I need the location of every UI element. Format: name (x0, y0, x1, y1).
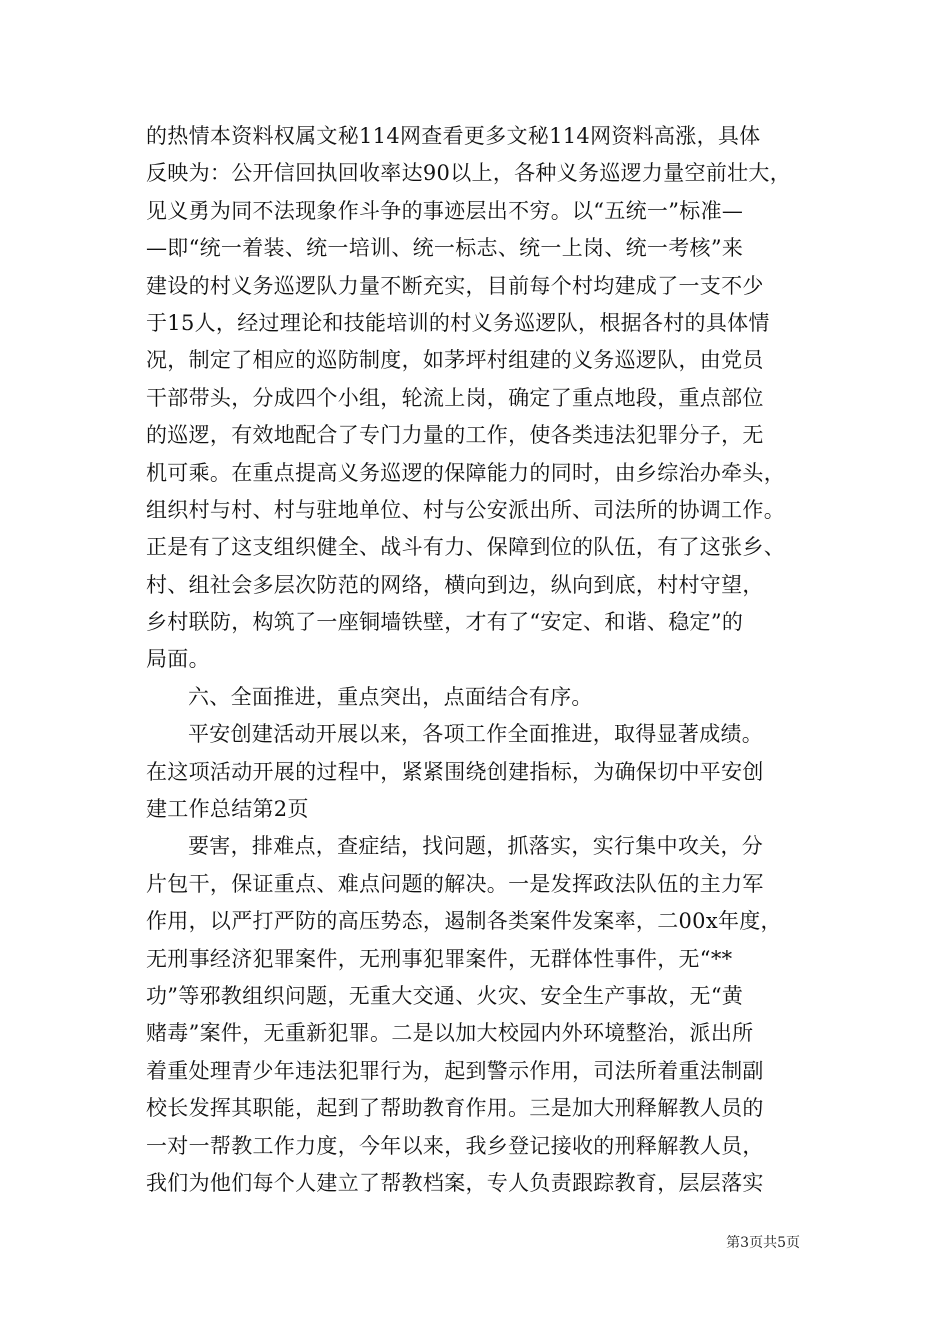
text-line: 乡村联防，构筑了一座铜墙铁壁，才有了“安定、和谐、稳定”的 (146, 610, 744, 635)
text-line: 建工作总结第2页 (146, 797, 309, 822)
text-line: 机可乘。在重点提高义务巡逻的保障能力的同时，由乡综治办牵头， (146, 460, 785, 485)
text-line: 干部带头，分成四个小组，轮流上岗，确定了重点地段，重点部位 (146, 385, 764, 410)
text-line: 无刑事经济犯罪案件，无刑事犯罪案件，无群体性事件，无“** (146, 946, 733, 971)
page-number: 第3页共5页 (726, 1235, 800, 1251)
text-line: 着重处理青少年违法犯罪行为，起到警示作用，司法所着重法制副 (146, 1058, 764, 1083)
text-line: 赌毒”案件，无重新犯罪。二是以加大校园内外环境整治，派出所 (146, 1021, 754, 1046)
text-line: 我们为他们每个人建立了帮教档案，专人负责跟踪教育，层层落实 (146, 1170, 764, 1195)
text-line: 片包干，保证重点、难点问题的解决。一是发挥政法队伍的主力军 (146, 871, 764, 896)
text-line: 组织村与村、村与驻地单位、村与公安派出所、司法所的协调工作。 (146, 497, 785, 522)
text-line: 的巡逻，有效地配合了专门力量的工作，使各类违法犯罪分子，无 (146, 423, 764, 448)
text-line: 作用，以严打严防的高压势态，遏制各类案件发案率，二00x年度， (146, 909, 782, 934)
text-line: 要害，排难点，查症结，找问题，抓落实，实行集中攻关，分 (188, 834, 764, 859)
text-line: 反映为：公开信回执回收率达90以上，各种义务巡逻力量空前壮大， (146, 161, 792, 186)
text-line: 一对一帮教工作力度，今年以来，我乡登记接收的刑释解教人员， (146, 1133, 764, 1158)
text-line: 况，制定了相应的巡防制度，如茅坪村组建的义务巡逻队，由党员 (146, 348, 764, 373)
text-line: 功”等邪教组织问题，无重大交通、火灾、安全生产事故，无“黄 (146, 983, 744, 1008)
text-line: 校长发挥其职能，起到了帮助教育作用。三是加大刑释解教人员的 (146, 1096, 764, 1121)
text-line: 见义勇为同不法现象作斗争的事迹层出不穷。以“五统一”标准— (146, 198, 744, 223)
text-line: 局面。 (146, 647, 210, 672)
text-line: 的热情本资料权属文秘114网查看更多文秘114网资料高涨，具体 (146, 124, 761, 148)
text-line: 于15人，经过理论和技能培训的村义务巡逻队，根据各村的具体情 (146, 310, 770, 335)
section-heading: 六、全面推进，重点突出，点面结合有序。 (188, 684, 593, 709)
document-body (146, 118, 816, 1202)
text-line: 建设的村义务巡逻队力量不断充实，目前每个村均建成了一支不少 (146, 273, 764, 298)
text-line: 平安创建活动开展以来，各项工作全面推进，取得显著成绩。 (188, 722, 764, 747)
text-line: 在这项活动开展的过程中，紧紧围绕创建指标，为确保切中平安创 (146, 759, 764, 784)
text-line: 正是有了这支组织健全、战斗有力、保障到位的队伍，有了这张乡、 (146, 535, 785, 560)
text-line: —即“统一着装、统一培训、统一标志、统一上岗、统一考核”来 (146, 236, 744, 261)
text-line: 村、组社会多层次防范的网络，横向到边，纵向到底，村村守望， (146, 572, 764, 597)
